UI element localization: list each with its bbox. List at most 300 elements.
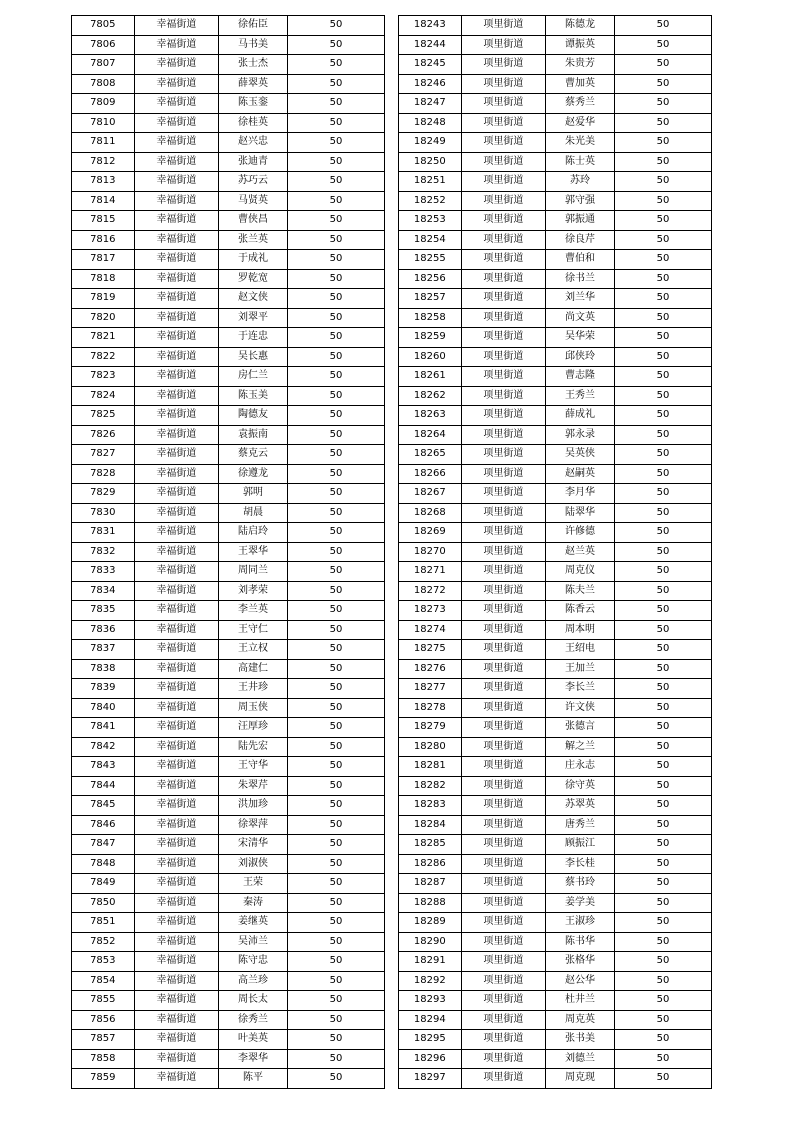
- name-cell: 高建仁: [219, 659, 288, 679]
- id-cell: 7809: [72, 94, 135, 114]
- table-row: [399, 640, 712, 660]
- name-cell: 曹伯和: [546, 250, 615, 270]
- table-row: [399, 269, 712, 289]
- name-cell: 周玉侠: [219, 698, 288, 718]
- table-row: [399, 874, 712, 894]
- name-cell: 徐佑臣: [219, 16, 288, 36]
- street-cell: 幸福街道: [134, 698, 219, 718]
- name-cell: 姜继英: [219, 913, 288, 933]
- street-cell: 幸福街道: [134, 230, 219, 250]
- street-cell: 项里街道: [461, 737, 546, 757]
- id-cell: 7805: [72, 16, 135, 36]
- name-cell: 陈平: [219, 1069, 288, 1089]
- id-cell: 18245: [399, 55, 462, 75]
- id-cell: 18296: [399, 1049, 462, 1069]
- id-cell: 18265: [399, 445, 462, 465]
- name-cell: 唐秀兰: [546, 815, 615, 835]
- street-cell: 幸福街道: [134, 835, 219, 855]
- street-cell: 幸福街道: [134, 133, 219, 153]
- table-row: [72, 542, 385, 562]
- id-cell: 7842: [72, 737, 135, 757]
- street-cell: 项里街道: [461, 698, 546, 718]
- name-cell: 顾振江: [546, 835, 615, 855]
- table-row: [72, 581, 385, 601]
- name-cell: 陈玉美: [219, 386, 288, 406]
- id-cell: 7833: [72, 562, 135, 582]
- id-cell: 18273: [399, 601, 462, 621]
- name-cell: 李长桂: [546, 854, 615, 874]
- table-row: [72, 1049, 385, 1069]
- street-cell: 幸福街道: [134, 367, 219, 387]
- name-cell: 张书美: [546, 1030, 615, 1050]
- id-cell: 7822: [72, 347, 135, 367]
- street-cell: 幸福街道: [134, 113, 219, 133]
- amount-cell: 50: [287, 172, 384, 192]
- id-cell: 18254: [399, 230, 462, 250]
- id-cell: 18286: [399, 854, 462, 874]
- street-cell: 项里街道: [461, 913, 546, 933]
- street-cell: 项里街道: [461, 35, 546, 55]
- id-cell: 18282: [399, 776, 462, 796]
- street-cell: 项里街道: [461, 932, 546, 952]
- name-cell: 宋清华: [219, 835, 288, 855]
- street-cell: 幸福街道: [134, 932, 219, 952]
- table-row: [72, 191, 385, 211]
- table-row: [72, 952, 385, 972]
- table-row: [72, 74, 385, 94]
- name-cell: 刘翠平: [219, 308, 288, 328]
- amount-cell: 50: [287, 601, 384, 621]
- table-row: [399, 16, 712, 36]
- street-cell: 幸福街道: [134, 620, 219, 640]
- id-cell: 18276: [399, 659, 462, 679]
- table-row: [72, 1069, 385, 1089]
- name-cell: 吴华荣: [546, 328, 615, 348]
- name-cell: 周克现: [546, 1069, 615, 1089]
- id-cell: 18256: [399, 269, 462, 289]
- amount-cell: 50: [614, 16, 711, 36]
- name-cell: 刘淑侠: [219, 854, 288, 874]
- name-cell: 许文侠: [546, 698, 615, 718]
- street-cell: 幸福街道: [134, 484, 219, 504]
- table-row: [399, 425, 712, 445]
- name-cell: 李长兰: [546, 679, 615, 699]
- id-cell: 18244: [399, 35, 462, 55]
- name-cell: 蔡克云: [219, 445, 288, 465]
- amount-cell: 50: [614, 523, 711, 543]
- street-cell: 幸福街道: [134, 757, 219, 777]
- table-row: [399, 503, 712, 523]
- amount-cell: 50: [614, 328, 711, 348]
- amount-cell: 50: [287, 776, 384, 796]
- table-row: [399, 776, 712, 796]
- street-cell: 幸福街道: [134, 269, 219, 289]
- table-row: [72, 464, 385, 484]
- street-cell: 项里街道: [461, 542, 546, 562]
- amount-cell: 50: [287, 484, 384, 504]
- name-cell: 刘孝荣: [219, 581, 288, 601]
- street-cell: 项里街道: [461, 1030, 546, 1050]
- name-cell: 罗乾宽: [219, 269, 288, 289]
- id-cell: 18290: [399, 932, 462, 952]
- name-cell: 苏玲: [546, 172, 615, 192]
- amount-cell: 50: [287, 640, 384, 660]
- street-cell: 幸福街道: [134, 659, 219, 679]
- name-cell: 周本明: [546, 620, 615, 640]
- amount-cell: 50: [287, 74, 384, 94]
- amount-cell: 50: [614, 445, 711, 465]
- table-row: [399, 113, 712, 133]
- right-roster-body: [399, 16, 712, 1089]
- table-row: [72, 406, 385, 426]
- street-cell: 项里街道: [461, 893, 546, 913]
- name-cell: 吴英侠: [546, 445, 615, 465]
- amount-cell: 50: [287, 211, 384, 231]
- street-cell: 幸福街道: [134, 347, 219, 367]
- street-cell: 项里街道: [461, 269, 546, 289]
- name-cell: 张德言: [546, 718, 615, 738]
- table-row: [399, 347, 712, 367]
- table-row: [399, 94, 712, 114]
- amount-cell: 50: [287, 94, 384, 114]
- street-cell: 项里街道: [461, 347, 546, 367]
- table-row: [399, 386, 712, 406]
- amount-cell: 50: [287, 406, 384, 426]
- amount-cell: 50: [287, 893, 384, 913]
- name-cell: 谭振英: [546, 35, 615, 55]
- amount-cell: 50: [614, 35, 711, 55]
- street-cell: 幸福街道: [134, 874, 219, 894]
- amount-cell: 50: [287, 854, 384, 874]
- table-row: [399, 971, 712, 991]
- table-row: [72, 269, 385, 289]
- name-cell: 李翠华: [219, 1049, 288, 1069]
- street-cell: 幸福街道: [134, 74, 219, 94]
- id-cell: 7854: [72, 971, 135, 991]
- amount-cell: 50: [614, 211, 711, 231]
- amount-cell: 50: [287, 874, 384, 894]
- street-cell: 幸福街道: [134, 289, 219, 309]
- amount-cell: 50: [614, 640, 711, 660]
- amount-cell: 50: [614, 230, 711, 250]
- amount-cell: 50: [287, 55, 384, 75]
- table-row: [399, 698, 712, 718]
- id-cell: 18274: [399, 620, 462, 640]
- street-cell: 幸福街道: [134, 854, 219, 874]
- street-cell: 项里街道: [461, 211, 546, 231]
- name-cell: 徐书兰: [546, 269, 615, 289]
- table-row: [72, 659, 385, 679]
- street-cell: 幸福街道: [134, 815, 219, 835]
- table-row: [399, 230, 712, 250]
- table-row: [399, 406, 712, 426]
- name-cell: 郭振通: [546, 211, 615, 231]
- amount-cell: 50: [287, 367, 384, 387]
- street-cell: 项里街道: [461, 152, 546, 172]
- id-cell: 7855: [72, 991, 135, 1011]
- table-row: [72, 152, 385, 172]
- table-row: [72, 328, 385, 348]
- table-row: [72, 640, 385, 660]
- name-cell: 李兰英: [219, 601, 288, 621]
- name-cell: 周长太: [219, 991, 288, 1011]
- table-row: [399, 250, 712, 270]
- table-row: [72, 386, 385, 406]
- id-cell: 18268: [399, 503, 462, 523]
- name-cell: 尚文英: [546, 308, 615, 328]
- name-cell: 陈夫兰: [546, 581, 615, 601]
- amount-cell: 50: [614, 172, 711, 192]
- table-row: [399, 35, 712, 55]
- name-cell: 吴长惠: [219, 347, 288, 367]
- id-cell: 7820: [72, 308, 135, 328]
- table-row: [72, 757, 385, 777]
- id-cell: 7851: [72, 913, 135, 933]
- amount-cell: 50: [287, 737, 384, 757]
- table-row: [399, 854, 712, 874]
- street-cell: 幸福街道: [134, 1049, 219, 1069]
- name-cell: 徐桂英: [219, 113, 288, 133]
- id-cell: 7807: [72, 55, 135, 75]
- amount-cell: 50: [614, 659, 711, 679]
- id-cell: 7827: [72, 445, 135, 465]
- id-cell: 7852: [72, 932, 135, 952]
- id-cell: 18262: [399, 386, 462, 406]
- id-cell: 7825: [72, 406, 135, 426]
- street-cell: 幸福街道: [134, 542, 219, 562]
- table-row: [399, 913, 712, 933]
- street-cell: 项里街道: [461, 601, 546, 621]
- name-cell: 王淑珍: [546, 913, 615, 933]
- amount-cell: 50: [614, 406, 711, 426]
- name-cell: 邱侠玲: [546, 347, 615, 367]
- amount-cell: 50: [614, 503, 711, 523]
- id-cell: 18263: [399, 406, 462, 426]
- name-cell: 于成礼: [219, 250, 288, 270]
- amount-cell: 50: [614, 562, 711, 582]
- amount-cell: 50: [287, 289, 384, 309]
- table-row: [72, 211, 385, 231]
- table-row: [399, 1069, 712, 1089]
- table-row: [72, 113, 385, 133]
- street-cell: 幸福街道: [134, 94, 219, 114]
- name-cell: 张格华: [546, 952, 615, 972]
- table-row: [72, 250, 385, 270]
- name-cell: 蔡书玲: [546, 874, 615, 894]
- street-cell: 幸福街道: [134, 796, 219, 816]
- street-cell: 项里街道: [461, 776, 546, 796]
- table-row: [399, 152, 712, 172]
- amount-cell: 50: [287, 308, 384, 328]
- amount-cell: 50: [614, 581, 711, 601]
- table-row: [399, 601, 712, 621]
- id-cell: 18266: [399, 464, 462, 484]
- id-cell: 18249: [399, 133, 462, 153]
- amount-cell: 50: [614, 484, 711, 504]
- id-cell: 7845: [72, 796, 135, 816]
- table-row: [399, 133, 712, 153]
- street-cell: 项里街道: [461, 133, 546, 153]
- id-cell: 7815: [72, 211, 135, 231]
- amount-cell: 50: [614, 542, 711, 562]
- amount-cell: 50: [614, 971, 711, 991]
- id-cell: 18294: [399, 1010, 462, 1030]
- table-row: [72, 55, 385, 75]
- amount-cell: 50: [614, 601, 711, 621]
- name-cell: 王守仁: [219, 620, 288, 640]
- table-row: [399, 55, 712, 75]
- street-cell: 幸福街道: [134, 718, 219, 738]
- amount-cell: 50: [287, 718, 384, 738]
- id-cell: 7808: [72, 74, 135, 94]
- id-cell: 7814: [72, 191, 135, 211]
- street-cell: 项里街道: [461, 1010, 546, 1030]
- amount-cell: 50: [614, 289, 711, 309]
- amount-cell: 50: [287, 952, 384, 972]
- id-cell: 18255: [399, 250, 462, 270]
- table-row: [399, 1030, 712, 1050]
- id-cell: 18246: [399, 74, 462, 94]
- name-cell: 赵嗣英: [546, 464, 615, 484]
- name-cell: 王翠华: [219, 542, 288, 562]
- amount-cell: 50: [287, 620, 384, 640]
- table-row: [72, 230, 385, 250]
- street-cell: 幸福街道: [134, 523, 219, 543]
- name-cell: 徐翠萍: [219, 815, 288, 835]
- id-cell: 18297: [399, 1069, 462, 1089]
- name-cell: 王加兰: [546, 659, 615, 679]
- id-cell: 7849: [72, 874, 135, 894]
- name-cell: 苏巧云: [219, 172, 288, 192]
- name-cell: 陈香云: [546, 601, 615, 621]
- name-cell: 徐良芹: [546, 230, 615, 250]
- street-cell: 项里街道: [461, 562, 546, 582]
- id-cell: 7837: [72, 640, 135, 660]
- amount-cell: 50: [614, 74, 711, 94]
- street-cell: 项里街道: [461, 1069, 546, 1089]
- table-row: [72, 289, 385, 309]
- name-cell: 马贤英: [219, 191, 288, 211]
- table-row: [399, 796, 712, 816]
- id-cell: 18261: [399, 367, 462, 387]
- name-cell: 庄永志: [546, 757, 615, 777]
- amount-cell: 50: [287, 503, 384, 523]
- table-row: [72, 815, 385, 835]
- table-row: [399, 211, 712, 231]
- table-row: [399, 581, 712, 601]
- street-cell: 幸福街道: [134, 55, 219, 75]
- street-cell: 项里街道: [461, 113, 546, 133]
- street-cell: 幸福街道: [134, 581, 219, 601]
- id-cell: 7848: [72, 854, 135, 874]
- street-cell: 幸福街道: [134, 1010, 219, 1030]
- table-row: [399, 542, 712, 562]
- id-cell: 18284: [399, 815, 462, 835]
- table-row: [72, 796, 385, 816]
- name-cell: 王守华: [219, 757, 288, 777]
- street-cell: 项里街道: [461, 74, 546, 94]
- id-cell: 18283: [399, 796, 462, 816]
- street-cell: 项里街道: [461, 308, 546, 328]
- street-cell: 项里街道: [461, 328, 546, 348]
- name-cell: 朱光美: [546, 133, 615, 153]
- id-cell: 18289: [399, 913, 462, 933]
- street-cell: 幸福街道: [134, 172, 219, 192]
- amount-cell: 50: [287, 679, 384, 699]
- table-row: [72, 16, 385, 36]
- table-row: [399, 679, 712, 699]
- id-cell: 7817: [72, 250, 135, 270]
- amount-cell: 50: [614, 932, 711, 952]
- table-row: [72, 425, 385, 445]
- id-cell: 7841: [72, 718, 135, 738]
- amount-cell: 50: [287, 269, 384, 289]
- amount-cell: 50: [287, 152, 384, 172]
- name-cell: 吴沛兰: [219, 932, 288, 952]
- table-row: [72, 601, 385, 621]
- amount-cell: 50: [287, 815, 384, 835]
- street-cell: 幸福街道: [134, 991, 219, 1011]
- id-cell: 18275: [399, 640, 462, 660]
- amount-cell: 50: [614, 620, 711, 640]
- name-cell: 陆翠华: [546, 503, 615, 523]
- name-cell: 曹加英: [546, 74, 615, 94]
- id-cell: 18243: [399, 16, 462, 36]
- id-cell: 7847: [72, 835, 135, 855]
- table-row: [72, 133, 385, 153]
- amount-cell: 50: [287, 581, 384, 601]
- street-cell: 幸福街道: [134, 971, 219, 991]
- street-cell: 项里街道: [461, 659, 546, 679]
- id-cell: 18278: [399, 698, 462, 718]
- street-cell: 项里街道: [461, 835, 546, 855]
- table-row: [399, 172, 712, 192]
- id-cell: 7850: [72, 893, 135, 913]
- table-row: [72, 172, 385, 192]
- id-cell: 7831: [72, 523, 135, 543]
- amount-cell: 50: [614, 152, 711, 172]
- amount-cell: 50: [614, 269, 711, 289]
- name-cell: 薛翠英: [219, 74, 288, 94]
- street-cell: 项里街道: [461, 523, 546, 543]
- amount-cell: 50: [614, 874, 711, 894]
- id-cell: 7838: [72, 659, 135, 679]
- street-cell: 幸福街道: [134, 250, 219, 270]
- id-cell: 7834: [72, 581, 135, 601]
- amount-cell: 50: [287, 133, 384, 153]
- amount-cell: 50: [614, 854, 711, 874]
- id-cell: 7826: [72, 425, 135, 445]
- street-cell: 项里街道: [461, 679, 546, 699]
- table-row: [72, 94, 385, 114]
- name-cell: 朱翠芹: [219, 776, 288, 796]
- id-cell: 7821: [72, 328, 135, 348]
- table-row: [72, 893, 385, 913]
- amount-cell: 50: [614, 796, 711, 816]
- amount-cell: 50: [287, 464, 384, 484]
- table-row: [399, 893, 712, 913]
- id-cell: 18247: [399, 94, 462, 114]
- name-cell: 陈德龙: [546, 16, 615, 36]
- street-cell: 项里街道: [461, 367, 546, 387]
- right-roster-table: [398, 15, 712, 1089]
- id-cell: 7830: [72, 503, 135, 523]
- name-cell: 陆启玲: [219, 523, 288, 543]
- id-cell: 18258: [399, 308, 462, 328]
- table-row: [399, 932, 712, 952]
- street-cell: 项里街道: [461, 757, 546, 777]
- id-cell: 7858: [72, 1049, 135, 1069]
